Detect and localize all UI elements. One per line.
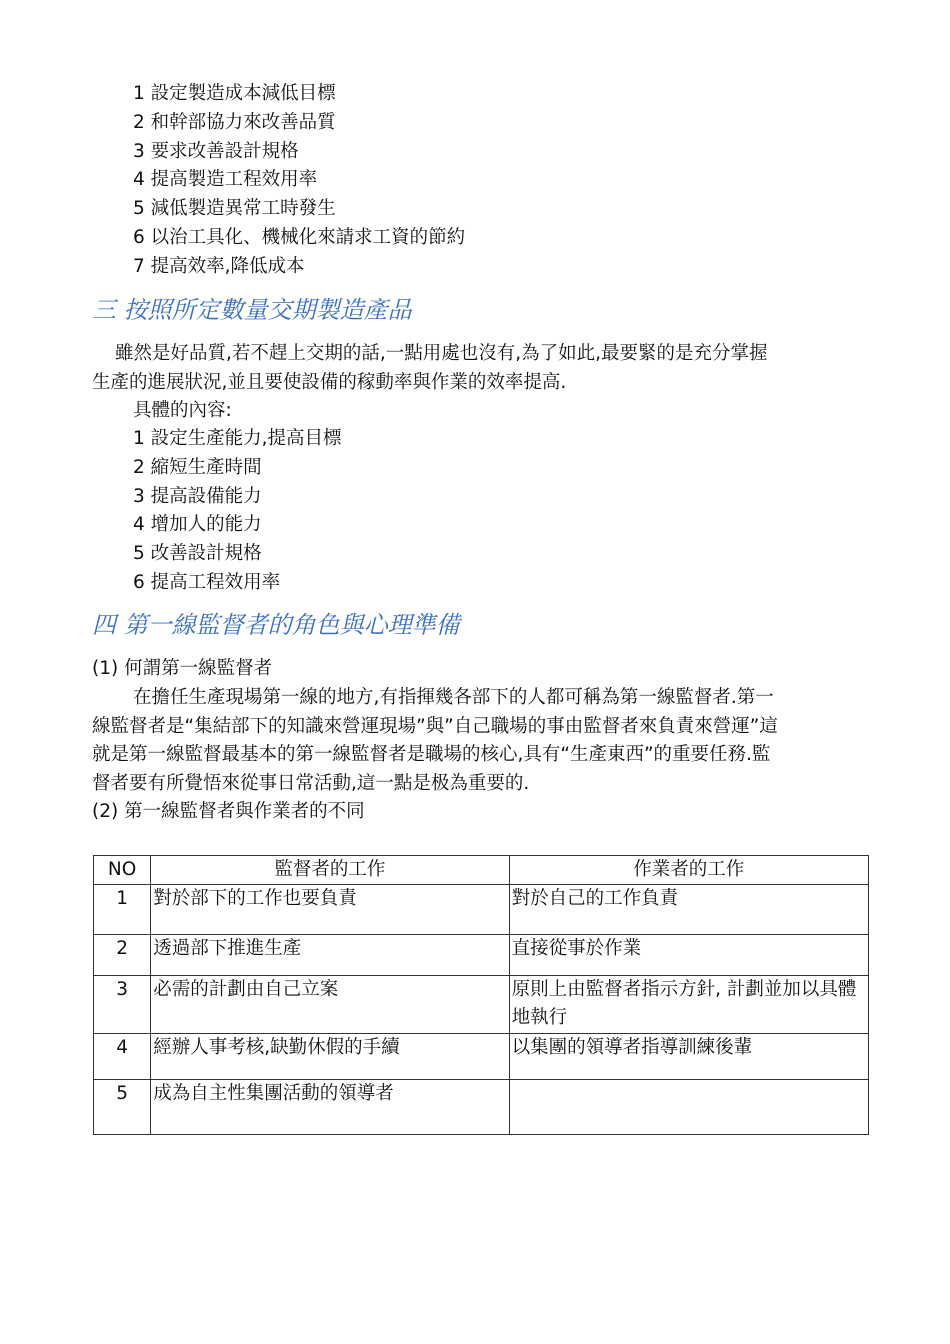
paragraph-line: 雖然是好品質,若不趕上交期的話,一點用處也沒有,為了如此,最要緊的是充分掌握 <box>115 343 768 364</box>
row-number: 2 <box>94 935 151 976</box>
list-item: 1 設定製造成本減低目標 <box>133 83 336 104</box>
worker-cell: 對於自己的工作負責 <box>509 885 868 935</box>
row-number: 5 <box>94 1080 151 1135</box>
supervisor-cell: 透過部下推進生產 <box>151 935 509 976</box>
supervisor-cell: 對於部下的工作也要負責 <box>151 885 509 935</box>
row-number: 4 <box>94 1034 151 1080</box>
row-number: 3 <box>94 976 151 1034</box>
list-item: 6 提高工程效用率 <box>133 572 281 593</box>
supervisor-cell: 必需的計劃由自己立案 <box>151 976 509 1034</box>
worker-cell <box>509 1080 868 1135</box>
column-header-supervisor: 監督者的工作 <box>151 856 509 885</box>
worker-cell: 直接從事於作業 <box>509 935 868 976</box>
table-header-row <box>94 856 869 885</box>
list-item: 5 改善設計規格 <box>133 543 262 564</box>
list-item: 2 縮短生產時間 <box>133 457 262 478</box>
list-item: 6 以治工具化、機械化來請求工資的節約 <box>133 227 466 248</box>
supervisor-cell: 成為自主性集團活動的領導者 <box>151 1080 509 1135</box>
subheading: (1) 何謂第一線監督者 <box>92 658 273 679</box>
list-item: 4 提高製造工程效用率 <box>133 169 318 190</box>
paragraph-line: 線監督者是“集結部下的知識來營運現場”與”自己職場的事由監督者來負責來營運”這 <box>92 716 778 737</box>
list-item: 2 和幹部協力來改善品質 <box>133 112 336 133</box>
list-item: 7 提高效率,降低成本 <box>133 256 305 277</box>
paragraph-line: 督者要有所覺悟來從事日常活動,這一點是极為重要的. <box>92 773 530 794</box>
section-heading: 四 第一線監督者的角色與心理準備 <box>92 611 460 639</box>
list-item: 3 提高設備能力 <box>133 486 262 507</box>
list-item: 1 設定生產能力,提高目標 <box>133 428 342 449</box>
worker-cell: 原則上由監督者指示方針, 計劃並加以具體地執行 <box>509 976 868 1034</box>
table-row <box>94 976 869 1034</box>
table-row <box>94 1080 869 1135</box>
paragraph-line: 在擔任生產現場第一線的地方,有指揮幾各部下的人都可稱為第一線監督者.第一 <box>133 687 774 708</box>
table-row <box>94 1034 869 1080</box>
row-number: 1 <box>94 885 151 935</box>
supervisor-cell: 經辦人事考核,缺勤休假的手續 <box>151 1034 509 1080</box>
content-label: 具體的內容: <box>133 400 232 421</box>
list-item: 5 減低製造異常工時發生 <box>133 198 336 219</box>
table-row <box>94 885 869 935</box>
section-heading: 三 按照所定數量交期製造產品 <box>92 296 412 324</box>
worker-cell: 以集團的領導者指導訓練後輩 <box>509 1034 868 1080</box>
list-item: 4 增加人的能力 <box>133 514 262 535</box>
list-item: 3 要求改善設計規格 <box>133 141 299 162</box>
table-row <box>94 935 869 976</box>
column-header-no: NO <box>94 856 151 885</box>
comparison-table <box>93 855 869 1135</box>
paragraph-line: 生產的進展狀況,並且要使設備的稼動率與作業的效率提高. <box>92 372 567 393</box>
paragraph-line: 就是第一線監督最基本的第一線監督者是職場的核心,具有“生產東西”的重要任務.監 <box>92 744 771 765</box>
column-header-worker: 作業者的工作 <box>509 856 868 885</box>
subheading: (2) 第一線監督者與作業者的不同 <box>92 801 365 822</box>
